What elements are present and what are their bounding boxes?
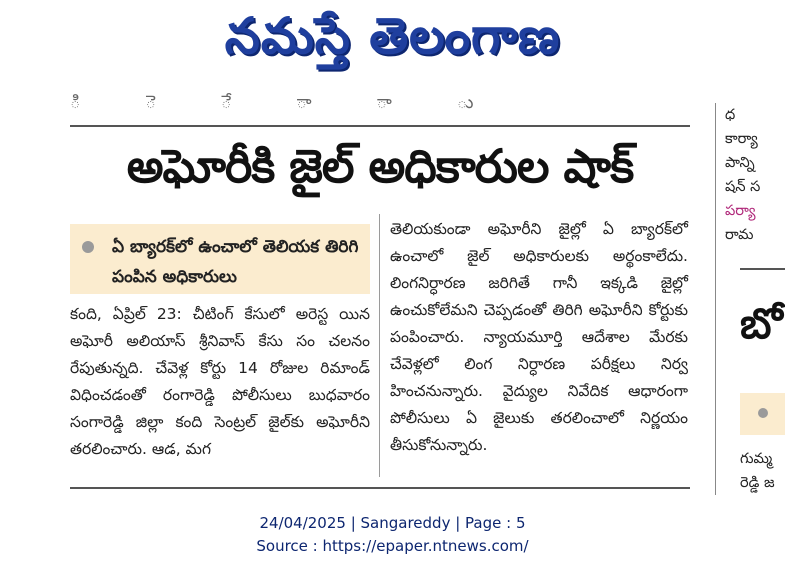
bullet-icon (82, 241, 94, 253)
side-line: రెడ్డి జ (740, 475, 775, 491)
article-column-2 (390, 216, 688, 459)
side-bottom-lines (740, 447, 785, 495)
column-2-text: తెలియకుండా అఘోరీని జైల్లో ఏ బ్యారక్‌లో ఉంచాలో జైల్ అధికారులకు అర్థంకాలేదు. లింగనిర్ధారణ జరిగితే గానీ ఇక్కడి జైల్లో ఉంచుకోలేమని చెప్పడంతో తిరిగి అఘోరీని కోర్టుకు పంపించారు. న్యాయమూర్తి ఆదేశాల మేరకు చేవెళ్లలో లింగ నిర్ధారణ పరీక్షలు నిర్వ హించనున్నారు. వైద్యుల నివేదిక ఆధారంగా పోలీసులు ఏ జైలుకు తరలించాలో నిర్ణయం తీసుకోనున్నారు. (390, 220, 688, 454)
side-line: పాన్ని (725, 155, 755, 171)
side-line: షన్ స (725, 179, 761, 195)
subhead-box (70, 224, 370, 294)
article-column-1 (70, 301, 370, 463)
adjacent-article-fragment (715, 103, 785, 495)
footer (0, 512, 785, 558)
side-line: గుమ్మ (740, 451, 773, 467)
side-subhead-box (740, 393, 785, 435)
footer-source-link[interactable]: Source : https://epaper.ntnews.com/ (256, 537, 529, 555)
bottom-divider (70, 487, 690, 489)
bullet-icon (758, 408, 768, 418)
column-1-text: కంది, ఏప్రిల్ 23: చీటింగ్ కేసులో అరెస్ట యిన అఘోరీ అలియాస్ శ్రీనివాస్ కేసు సం చలనం రేపుతున్నది. చేవెళ్ల కోర్టు 14 రోజుల రిమాండ్ విధించడంతో రంగారెడ్డి పోలీసులు బుధవారం సంగారెడ్డి జిల్లా కంది సెంట్రల్ జైల్‌కు అఘోరీని తరలించారు. ఆడ, మగ (70, 305, 370, 458)
side-line-accent: పర్యా (725, 203, 756, 219)
side-line: ధ (725, 107, 736, 123)
article-clip (70, 88, 690, 496)
masthead (0, 0, 785, 85)
top-divider (70, 125, 690, 127)
side-divider-vertical (715, 103, 716, 495)
masthead-title: నమస్తే తెలంగాణ (224, 7, 561, 65)
side-divider-horizontal (740, 268, 785, 270)
side-line: రామ (725, 227, 754, 243)
side-text-lines (725, 103, 785, 247)
column-divider (379, 214, 380, 477)
side-headline-fragment: బో (740, 299, 783, 348)
side-line: కార్యా (725, 131, 758, 147)
footer-date-page: 24/04/2025 | Sangareddy | Page : 5 (259, 514, 526, 532)
article-subhead: ఏ బ్యారక్‌లో ఉంచాలో తెలియక తిరిగి పంపిన అధికారులు (112, 237, 359, 287)
article-headline: అఘోరీకి జైల్ అధికారుల షాక్ (126, 139, 634, 193)
top-text-fragment: ి ె ే ా ా ు (70, 92, 534, 113)
